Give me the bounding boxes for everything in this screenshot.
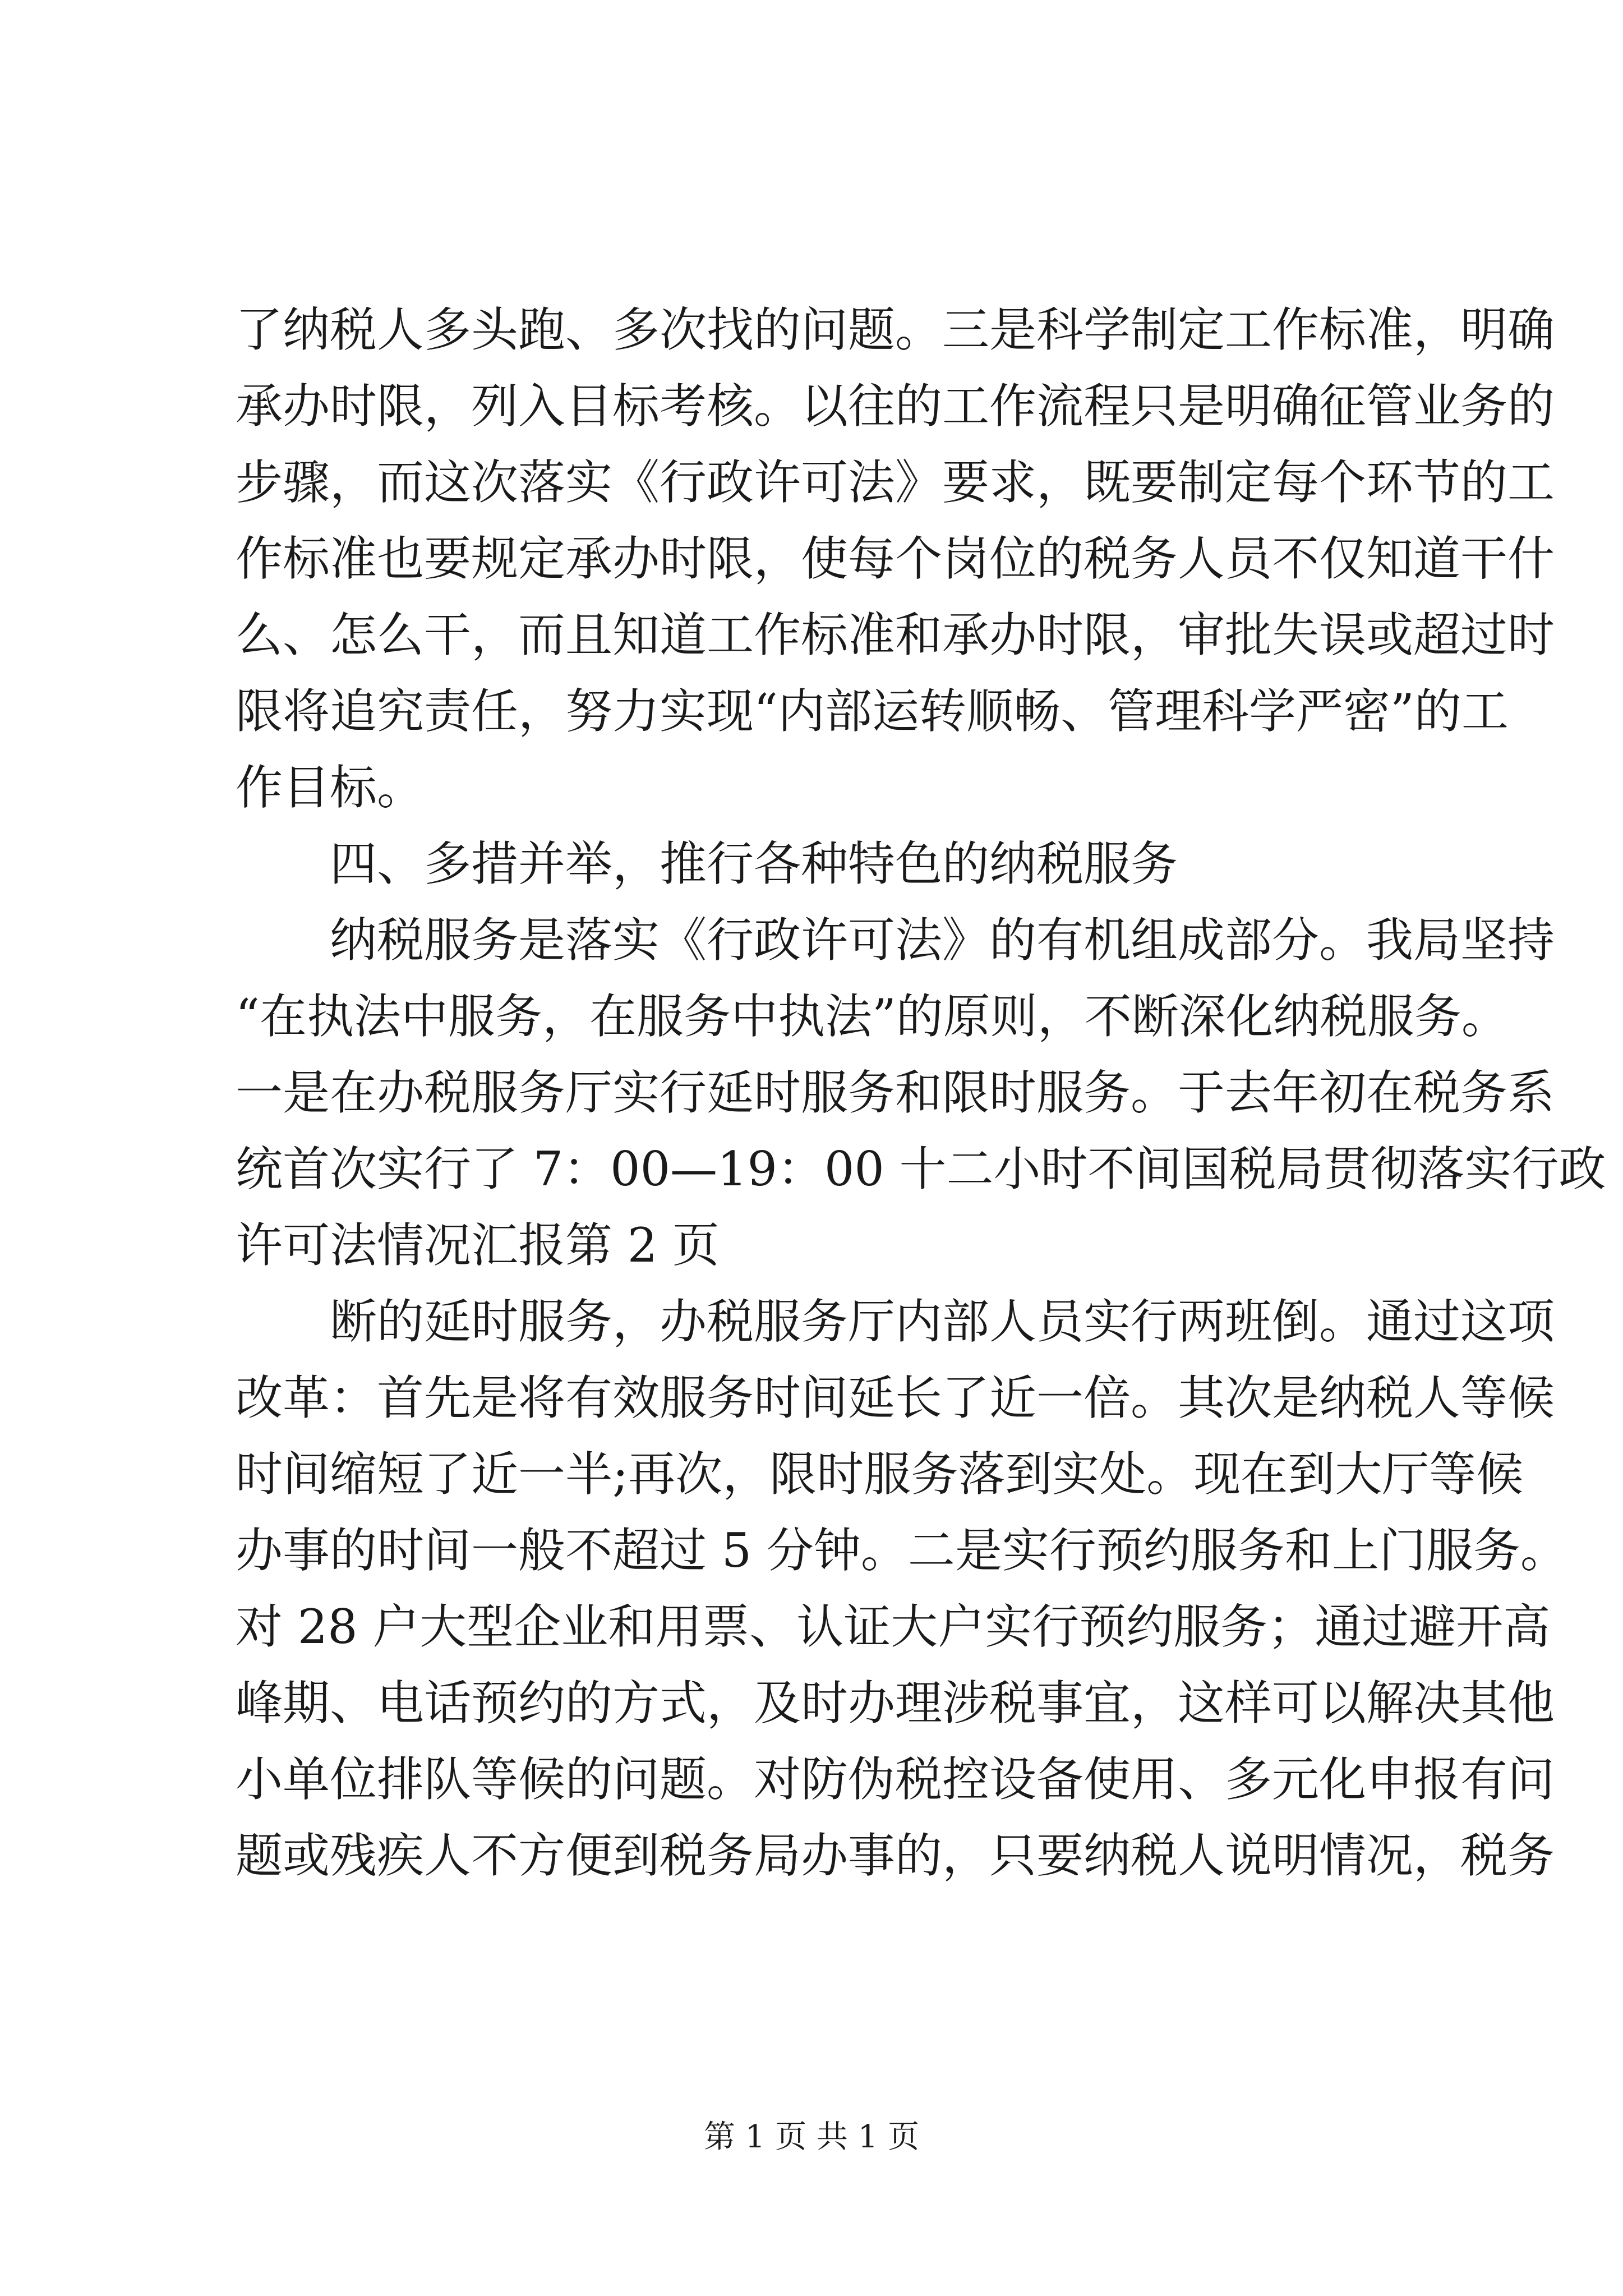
text-line: 小单位排队等候的问题。对防伪税控设备使用、多元化申报有问 [236,1752,1555,1807]
document-body [236,292,1606,1894]
text-line: 了纳税人多头跑、多次找的问题。三是科学制定工作标准，明确 [236,302,1555,357]
text-line: 许可法情况汇报第 2 页 [236,1218,720,1273]
text-line: 限将追究责任，努力实现“内部运转顺畅、管理科学严密”的工 [236,684,1509,739]
page-number-label: 第 1 页 共 1 页 [703,2119,920,2155]
text-line: 作目标。 [236,760,425,815]
text-line: 统首次实行了 7：00—19：00 十二小时不间国税局贯彻落实行政 [236,1142,1606,1197]
text-line: 作标准也要规定承办时限，使每个岗位的税务人员不仅知道干什 [236,531,1555,586]
text-line: 承办时限，列入目标考核。以往的工作流程只是明确征管业务的 [236,379,1555,434]
section-heading: 四、多措并举，推行各种特色的纳税服务 [330,836,1178,891]
page-footer [0,2115,1623,2160]
text-line: 对 28 户大型企业和用票、认证大户实行预约服务；通过避开高 [236,1599,1551,1654]
text-line: 步骤，而这次落实《行政许可法》要求，既要制定每个环节的工 [236,455,1555,510]
text-line: 办事的时间一般不超过 5 分钟。二是实行预约服务和上门服务。 [236,1523,1567,1578]
text-line: 么、怎么干，而且知道工作标准和承办时限，审批失误或超过时 [236,608,1555,662]
text-line: 一是在办税服务厅实行延时服务和限时服务。于去年初在税务系 [236,1065,1555,1120]
text-line: 纳税服务是落实《行政许可法》的有机组成部分。我局坚持 [330,913,1555,968]
text-line: “在执法中服务，在服务中执法”的原则，不断深化纳税服务。 [236,989,1509,1044]
text-line: 改革：首先是将有效服务时间延长了近一倍。其次是纳税人等候 [236,1370,1555,1425]
text-line: 题或残疾人不方便到税务局办事的，只要纳税人说明情况，税务 [236,1828,1555,1883]
text-line: 断的延时服务，办税服务厅内部人员实行两班倒。通过这项 [330,1294,1555,1349]
text-line: 峰期、电话预约的方式，及时办理涉税事宜，这样可以解决其他 [236,1676,1555,1731]
text-line: 时间缩短了近一半;再次，限时服务落到实处。现在到大厅等候 [236,1447,1524,1502]
